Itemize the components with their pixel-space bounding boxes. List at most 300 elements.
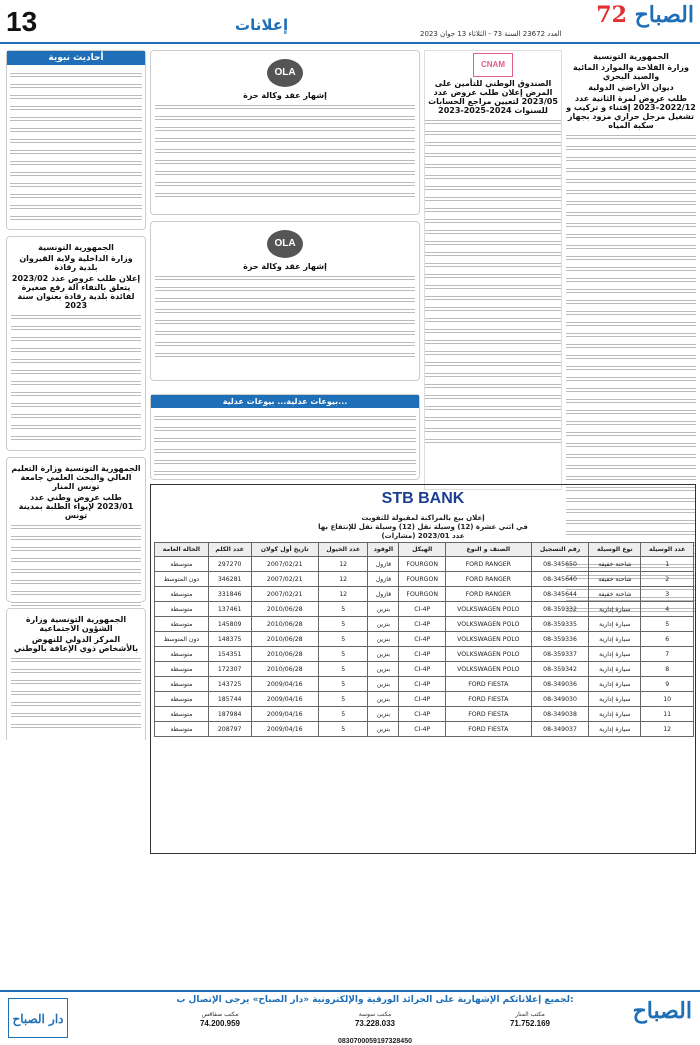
text-block <box>154 425 416 433</box>
table-cell: 08-349037 <box>531 722 589 737</box>
table-cell: 08-359332 <box>531 602 589 617</box>
text-block <box>11 722 141 730</box>
text-block <box>566 463 696 471</box>
news-box <box>6 50 146 230</box>
table-cell: 5 <box>318 662 367 677</box>
stb-logo: STB BANK <box>381 490 465 507</box>
text-block <box>154 414 416 422</box>
table-cell: بنزين <box>368 632 399 647</box>
table-cell: 2010/06/28 <box>251 617 318 632</box>
office-sfax <box>150 1010 290 1029</box>
text-block <box>566 474 696 482</box>
table-cell: 9 <box>641 677 694 692</box>
text-block <box>11 523 141 531</box>
text-block <box>566 430 696 438</box>
text-block <box>155 125 415 133</box>
table-cell: سيارة إدارية <box>589 677 641 692</box>
table-cell: دون المتوسط <box>155 632 209 647</box>
text-block <box>425 426 561 434</box>
table-cell: 5 <box>318 692 367 707</box>
text-block <box>566 298 696 306</box>
kairouan-title: الجمهورية التونسية <box>38 243 114 252</box>
table-row <box>155 587 694 602</box>
text-block <box>10 203 142 211</box>
column-cnam <box>424 50 562 490</box>
text-block <box>11 423 141 431</box>
table-cell: 2010/06/28 <box>251 602 318 617</box>
table-cell: 5 <box>318 617 367 632</box>
page-header <box>0 0 700 44</box>
table-cell: VOLKSWAGEN POLO <box>445 602 531 617</box>
office-phone[interactable]: 74.200.959 <box>199 1019 241 1028</box>
text-block <box>566 188 696 196</box>
ola-logo-icon: OLA <box>267 230 303 258</box>
table-body <box>155 557 694 737</box>
text-block <box>10 71 142 79</box>
text-block <box>154 458 416 466</box>
table-cell: 2010/06/28 <box>251 662 318 677</box>
text-block <box>11 357 141 365</box>
ministry-title: الجمهورية التونسية <box>593 52 669 61</box>
text-block <box>566 177 696 185</box>
text-block <box>11 412 141 420</box>
section-title: إعلانات <box>235 16 289 34</box>
table-cell: 2 <box>641 572 694 587</box>
text-block <box>566 276 696 284</box>
text-block <box>425 151 561 159</box>
kairouan-ad <box>6 236 146 451</box>
office-sousse <box>305 1010 445 1029</box>
text-block <box>155 114 415 122</box>
ola-logo-icon: OLA <box>267 59 303 87</box>
table-cell: 5 <box>318 677 367 692</box>
table-cell: FORD RANGER <box>445 587 531 602</box>
text-block <box>425 184 561 192</box>
table-cell: 5 <box>318 707 367 722</box>
text-block <box>155 147 415 155</box>
table-cell: 08-345644 <box>531 587 589 602</box>
text-block <box>155 274 415 282</box>
text-block <box>11 390 141 398</box>
footer-title: لجميع إعلاناتكم الإشهارية على الجرائد الورقية والإلكترونية «دار الصباح» يرجى الإتصال ب: <box>176 995 574 1005</box>
table-cell: FORD FIESTA <box>445 707 531 722</box>
text-block <box>155 329 415 337</box>
table-cell: CI-4P <box>399 707 446 722</box>
table-cell: CI-4P <box>399 602 446 617</box>
text-block <box>425 195 561 203</box>
table-cell: 5 <box>318 602 367 617</box>
table-row <box>155 722 694 737</box>
table-cell: 4 <box>641 602 694 617</box>
issue-info: العدد 23672 السنة 73 - الثلاثاء 13 جوان 2023 <box>420 30 562 38</box>
higher-ed-ad-title: طلب عروض وطني عدد 2023/01 لإيواء الطلبة بمدينة تونس <box>18 493 134 520</box>
table-header-cell: الهيكل <box>399 543 446 557</box>
text-block <box>566 320 696 328</box>
logo-text: الصباح <box>634 2 694 28</box>
text-block <box>154 436 416 444</box>
ola-ad-2 <box>150 221 420 381</box>
table-cell: 8 <box>641 662 694 677</box>
text-block <box>155 103 415 111</box>
table-cell: 5 <box>641 617 694 632</box>
table-cell: 137461 <box>208 602 251 617</box>
table-cell: بنزين <box>368 692 399 707</box>
text-block <box>11 578 141 586</box>
text-block <box>566 199 696 207</box>
text-block <box>566 452 696 460</box>
table-cell: 208797 <box>208 722 251 737</box>
table-cell: 7 <box>641 647 694 662</box>
text-block <box>425 371 561 379</box>
table-cell: متوسطة <box>155 707 209 722</box>
text-block <box>566 386 696 394</box>
text-block <box>155 285 415 293</box>
table-cell: متوسطة <box>155 692 209 707</box>
text-block <box>425 393 561 401</box>
table-cell: 6 <box>641 632 694 647</box>
table-cell: متوسطة <box>155 617 209 632</box>
text-block <box>425 272 561 280</box>
table-cell: متوسطة <box>155 587 209 602</box>
text-block <box>566 331 696 339</box>
text-block <box>155 351 415 359</box>
table-header-cell: رقم التسجيل <box>531 543 589 557</box>
table-row <box>155 692 694 707</box>
table-cell: سيارة إدارية <box>589 647 641 662</box>
text-block <box>566 155 696 163</box>
table-cell: FORD RANGER <box>445 572 531 587</box>
table-cell: متوسطة <box>155 647 209 662</box>
text-block <box>10 126 142 134</box>
office-phone[interactable]: 73.228.033 <box>354 1019 396 1028</box>
table-cell: 08-345640 <box>531 572 589 587</box>
page-number: 13 <box>6 6 38 37</box>
footer <box>0 990 700 1045</box>
table-cell: 2007/02/21 <box>251 587 318 602</box>
text-block <box>155 158 415 166</box>
office-manar <box>460 1010 600 1029</box>
table-cell: 154351 <box>208 647 251 662</box>
ola-ad-title: إشهار عقد وكالة حرة <box>243 262 327 271</box>
text-block <box>425 239 561 247</box>
table-cell: 12 <box>318 557 367 572</box>
text-block <box>566 309 696 317</box>
table-cell: 08-349036 <box>531 677 589 692</box>
text-block <box>425 349 561 357</box>
table-header-cell: نوع الوسيلة <box>589 543 641 557</box>
table-header-row <box>155 543 694 557</box>
table-cell: 187984 <box>208 707 251 722</box>
text-block <box>10 214 142 222</box>
text-block <box>10 181 142 189</box>
text-block <box>425 217 561 225</box>
table-cell: CI-4P <box>399 662 446 677</box>
bids-title: بيوعات عدلية... بيوعات عدلية... <box>151 395 419 408</box>
table-cell: 12 <box>318 572 367 587</box>
table-cell: 08-349030 <box>531 692 589 707</box>
table-cell: 172307 <box>208 662 251 677</box>
table-cell: شاحنة خفيفة <box>589 572 641 587</box>
text-block <box>10 192 142 200</box>
table-cell: 5 <box>318 632 367 647</box>
table-cell: بنزين <box>368 707 399 722</box>
table-cell: بنزين <box>368 677 399 692</box>
text-block <box>425 338 561 346</box>
text-block <box>566 441 696 449</box>
table-cell: بنزين <box>368 722 399 737</box>
bids-box <box>150 394 420 480</box>
table-cell: 12 <box>641 722 694 737</box>
kairouan-ad-title: إعلان طلب عروض عدد 2023/02 يتعلق بالتفاء آلة رفع صغيرة لفائدة بلدية رقادة بعنوان سنة 2023 <box>11 274 141 310</box>
text-block <box>425 129 561 137</box>
text-block <box>155 169 415 177</box>
table-cell: متوسطة <box>155 602 209 617</box>
text-block <box>566 287 696 295</box>
table-row <box>155 662 694 677</box>
table-cell: FORD FIESTA <box>445 722 531 737</box>
news-title: أحاديث نبوية <box>7 51 145 65</box>
table-cell: 5 <box>318 722 367 737</box>
text-block <box>425 382 561 390</box>
text-block <box>10 148 142 156</box>
ministry-subtitle: وزارة الفلاحة والموارد المائية والصيد البحري <box>573 63 689 81</box>
table-cell: VOLKSWAGEN POLO <box>445 632 531 647</box>
table-row <box>155 617 694 632</box>
table-row <box>155 707 694 722</box>
table-cell: CI-4P <box>399 692 446 707</box>
text-block <box>10 82 142 90</box>
text-block <box>11 346 141 354</box>
text-block <box>425 206 561 214</box>
center-ad <box>6 608 146 740</box>
table-cell: CI-4P <box>399 722 446 737</box>
table-cell: سيارة إدارية <box>589 617 641 632</box>
text-block <box>425 316 561 324</box>
table-cell: 1 <box>641 557 694 572</box>
text-block <box>11 534 141 542</box>
ministry-office: ديوان الأراضي الدولية <box>588 83 674 92</box>
text-block <box>566 408 696 416</box>
text-block <box>566 144 696 152</box>
table-row <box>155 677 694 692</box>
higher-ed-ad <box>6 457 146 602</box>
text-block <box>11 313 141 321</box>
table-cell: بنزين <box>368 617 399 632</box>
table-cell: 145809 <box>208 617 251 632</box>
table-cell: 2007/02/21 <box>251 557 318 572</box>
table-row <box>155 572 694 587</box>
table-cell: VOLKSWAGEN POLO <box>445 662 531 677</box>
text-block <box>566 243 696 251</box>
table-cell: 08-359335 <box>531 617 589 632</box>
text-block <box>425 327 561 335</box>
text-block <box>11 368 141 376</box>
higher-ed-title: الجمهورية التونسية وزارة التعليم العالي والبحث العلمي جامعة تونس المنار <box>11 464 141 491</box>
table-cell: 10 <box>641 692 694 707</box>
text-block <box>566 342 696 350</box>
table-cell: 2007/02/21 <box>251 572 318 587</box>
text-block <box>566 254 696 262</box>
table-row <box>155 647 694 662</box>
ministry-ad-title: طلب عروض لمرة الثانية عدد 2022/12–2023 إقتناء و تركيب و تشغيل مرجل حراري مزود بجهاز سكبة المياه <box>566 94 696 130</box>
table-header-cell: عدد الخيول <box>318 543 367 557</box>
text-block <box>425 228 561 236</box>
text-block <box>566 210 696 218</box>
footer-offices <box>150 1010 600 1029</box>
text-block <box>566 265 696 273</box>
text-block <box>11 556 141 564</box>
text-block <box>425 415 561 423</box>
table-cell: FOURGON <box>399 587 446 602</box>
table-cell: بنزين <box>368 647 399 662</box>
table-cell: 346281 <box>208 572 251 587</box>
office-label: مكتب صفاقس <box>201 1011 239 1018</box>
stb-title-3: عدد 2023/01 (مشارات) <box>381 532 465 540</box>
table-cell: متوسطة <box>155 557 209 572</box>
office-phone[interactable]: 71.752.169 <box>509 1019 551 1028</box>
column-ola <box>150 50 420 390</box>
text-block <box>155 191 415 199</box>
table-cell: FORD FIESTA <box>445 692 531 707</box>
text-block <box>566 221 696 229</box>
ola-ad-title: إشهار عقد وكالة حرة <box>243 91 327 100</box>
table-cell: 2009/04/16 <box>251 707 318 722</box>
text-block <box>425 305 561 313</box>
table-cell: 08-359337 <box>531 647 589 662</box>
table-cell: FORD RANGER <box>445 557 531 572</box>
table-cell: 297270 <box>208 557 251 572</box>
office-label: مكتب المنار <box>515 1011 545 1018</box>
table-cell: دون المتوسط <box>155 572 209 587</box>
text-block <box>154 447 416 455</box>
table-cell: سيارة إدارية <box>589 722 641 737</box>
text-block <box>11 711 141 719</box>
logo-number: 72 <box>596 2 627 28</box>
text-block <box>155 307 415 315</box>
table-row <box>155 632 694 647</box>
table-cell: قازول <box>368 587 399 602</box>
text-block <box>11 656 141 664</box>
text-block <box>11 335 141 343</box>
table-cell: VOLKSWAGEN POLO <box>445 617 531 632</box>
text-block <box>10 137 142 145</box>
table-cell: سيارة إدارية <box>589 707 641 722</box>
table-cell: 3 <box>641 587 694 602</box>
footer-logo-2: دار الصباح <box>8 998 68 1038</box>
table-cell: 08-349038 <box>531 707 589 722</box>
footer-account: 0830700059197328450 <box>338 1038 412 1045</box>
table-cell: CI-4P <box>399 647 446 662</box>
table-cell: FORD FIESTA <box>445 677 531 692</box>
text-block <box>566 419 696 427</box>
table-cell: متوسطة <box>155 722 209 737</box>
text-block <box>425 173 561 181</box>
newspaper-logo[interactable] <box>596 2 694 28</box>
table-cell: قازول <box>368 572 399 587</box>
table-cell: 11 <box>641 707 694 722</box>
text-block <box>425 283 561 291</box>
text-block <box>11 589 141 597</box>
table-cell: 2010/06/28 <box>251 647 318 662</box>
cnam-ad-title: الصندوق الوطني للتأمين على المرض إعلان طلب عروض عدد 2023/05 لتعيين مراجع الحسابات للسنوات 2024-2025-2023 <box>428 79 558 115</box>
text-block <box>425 294 561 302</box>
text-block <box>10 170 142 178</box>
table-header-cell: الحالة العامة <box>155 543 209 557</box>
table-cell: 08-359342 <box>531 662 589 677</box>
table-cell: شاحنة خفيفة <box>589 557 641 572</box>
table-cell: سيارة إدارية <box>589 602 641 617</box>
table-row <box>155 602 694 617</box>
text-block <box>155 180 415 188</box>
table-header-cell: عدد الوسيلة <box>641 543 694 557</box>
cnam-logo: CNAM <box>473 53 513 77</box>
text-block <box>566 133 696 141</box>
table-cell: شاحنة خفيفة <box>589 587 641 602</box>
text-block <box>11 567 141 575</box>
text-block <box>566 397 696 405</box>
text-block <box>155 340 415 348</box>
table-cell: 12 <box>318 587 367 602</box>
text-block <box>425 118 561 126</box>
text-block <box>11 434 141 442</box>
table-cell: 331846 <box>208 587 251 602</box>
table-cell: قازول <box>368 557 399 572</box>
text-block <box>11 689 141 697</box>
text-block <box>566 364 696 372</box>
column-left <box>6 50 146 740</box>
table-cell: سيارة إدارية <box>589 662 641 677</box>
center-title: الجمهورية التونسية وزارة الشؤون الاجتماعية <box>25 615 127 633</box>
text-block <box>425 250 561 258</box>
text-block <box>566 166 696 174</box>
text-block <box>11 545 141 553</box>
text-block <box>425 360 561 368</box>
table-header-cell: عدد الكلم <box>208 543 251 557</box>
text-block <box>10 104 142 112</box>
text-block <box>154 469 416 477</box>
table-cell: 185744 <box>208 692 251 707</box>
stb-ad <box>150 484 696 854</box>
kairouan-subtitle: وزارة الداخلية ولاية القيروان بلدية رقادة <box>19 254 133 272</box>
text-block <box>11 401 141 409</box>
table-cell: 143725 <box>208 677 251 692</box>
text-block <box>566 375 696 383</box>
office-label: مكتب سوسة <box>358 1011 392 1018</box>
table-cell: سيارة إدارية <box>589 632 641 647</box>
ola-ad-1 <box>150 50 420 215</box>
table-cell: بنزين <box>368 602 399 617</box>
text-block <box>425 162 561 170</box>
text-block <box>10 115 142 123</box>
table-cell: 2010/06/28 <box>251 632 318 647</box>
table-cell: 5 <box>318 647 367 662</box>
text-block <box>11 678 141 686</box>
table-cell: FOURGON <box>399 572 446 587</box>
text-block <box>566 353 696 361</box>
table-cell: 08-345650 <box>531 557 589 572</box>
text-block <box>425 261 561 269</box>
table-header-cell: تاريخ أول كولان <box>251 543 318 557</box>
table-cell: CI-4P <box>399 617 446 632</box>
table-cell: CI-4P <box>399 677 446 692</box>
text-block <box>155 296 415 304</box>
text-block <box>425 140 561 148</box>
table-cell: متوسطة <box>155 677 209 692</box>
table-cell: 2009/04/16 <box>251 722 318 737</box>
text-block <box>566 232 696 240</box>
text-block <box>11 600 141 608</box>
text-block <box>155 136 415 144</box>
